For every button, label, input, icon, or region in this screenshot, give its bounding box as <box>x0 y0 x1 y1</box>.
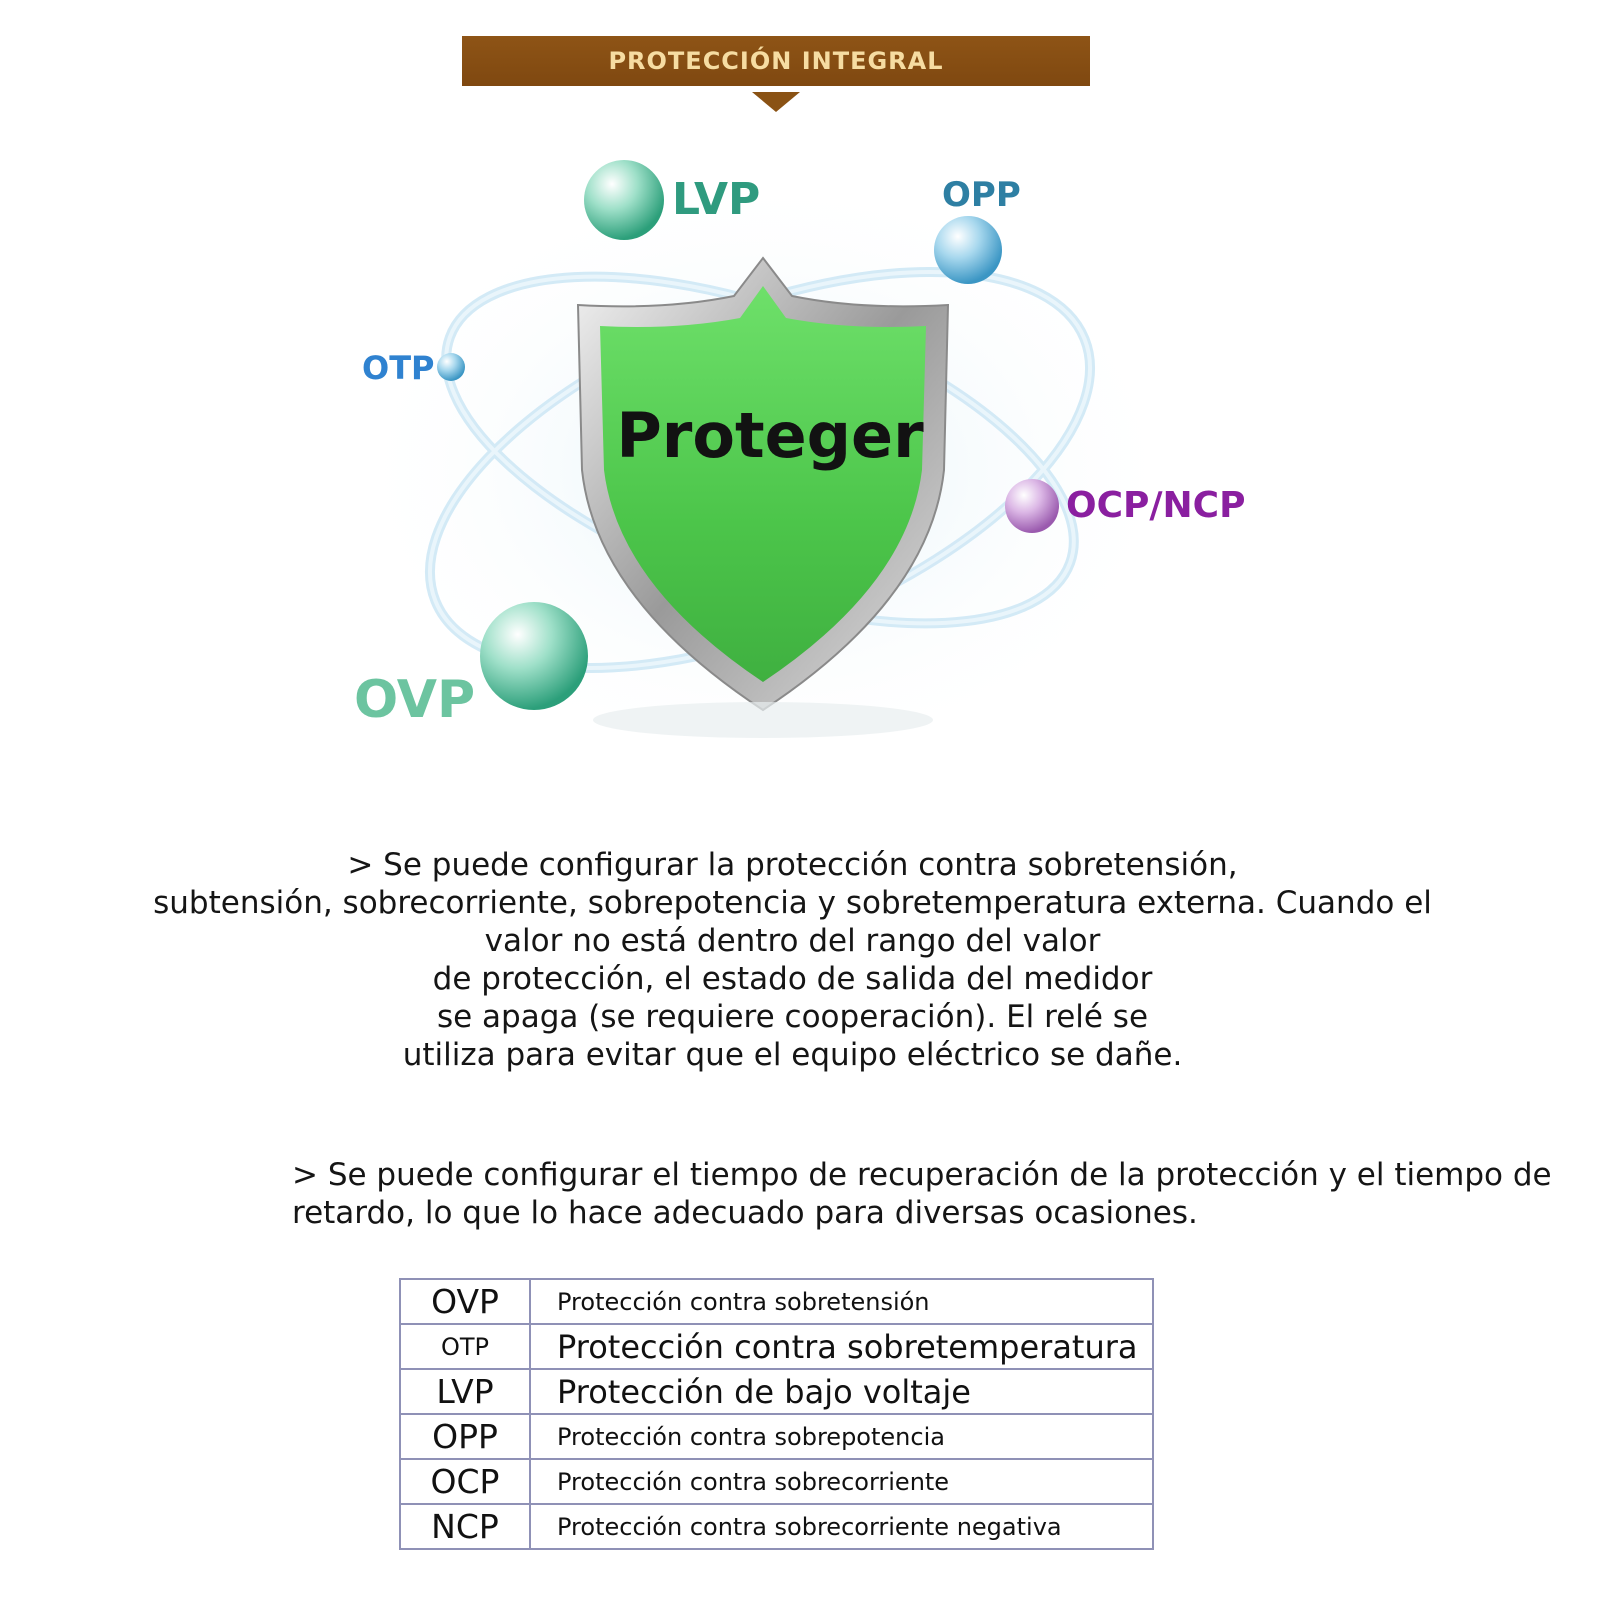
protection-description-cell: Protección contra sobrecorriente <box>530 1459 1153 1504</box>
table-row <box>400 1369 1153 1414</box>
description-line: se apaga (se requiere cooperación). El relé se <box>436 999 1149 1035</box>
protection-code: LVP <box>400 1369 530 1414</box>
opp-label: OPP <box>942 175 1021 215</box>
lvp-orb-icon <box>584 160 664 240</box>
protection-code: OPP <box>400 1414 530 1459</box>
otp-orb-icon <box>437 353 465 381</box>
recovery-description <box>292 1156 1592 1232</box>
protection-code: OVP <box>400 1279 530 1324</box>
lvp-label: LVP <box>672 174 761 225</box>
shield-label: Proteger <box>616 399 924 472</box>
protection-description-cell: Protección contra sobretensión <box>530 1279 1153 1324</box>
protection-description-cell: Protección contra sobrepotencia <box>530 1414 1153 1459</box>
protection-description-cell: Protección de bajo voltaje <box>530 1369 1153 1414</box>
ocp-ncp-label: OCP/NCP <box>1066 485 1246 526</box>
protection-description-cell: Protección contra sobrecorriente negativa <box>530 1504 1153 1549</box>
opp-orb-icon <box>934 216 1002 284</box>
description-line: > Se puede configurar la protección contra sobretensión, <box>347 847 1238 883</box>
protection-table <box>399 1278 1154 1550</box>
protection-description <box>100 846 1485 1074</box>
otp-label: OTP <box>362 349 435 387</box>
ovp-orb-icon <box>480 602 588 710</box>
table-row <box>400 1459 1153 1504</box>
table-row <box>400 1279 1153 1324</box>
table-row <box>400 1504 1153 1549</box>
description-line: > Se puede configurar el tiempo de recuperación de la protección y el tiempo de <box>292 1157 1552 1193</box>
description-line: de protección, el estado de salida del medidor <box>432 961 1153 997</box>
description-line: valor no está dentro del rango del valor <box>484 923 1101 959</box>
ovp-label: OVP <box>354 670 476 730</box>
table-row <box>400 1414 1153 1459</box>
protection-description-cell: Protección contra sobretemperatura <box>530 1324 1153 1369</box>
protection-code: OCP <box>400 1459 530 1504</box>
protection-code: OTP <box>400 1324 530 1369</box>
ocp-orb-icon <box>1005 479 1059 533</box>
banner-title: PROTECCIÓN INTEGRAL <box>608 47 944 75</box>
description-line: utiliza para evitar que el equipo eléctrico se dañe. <box>402 1037 1183 1073</box>
description-line: subtensión, sobrecorriente, sobrepotencia y sobretemperatura externa. Cuando el <box>153 885 1432 921</box>
protection-code: NCP <box>400 1504 530 1549</box>
table-row <box>400 1324 1153 1369</box>
description-line: retardo, lo que lo hace adecuado para diversas ocasiones. <box>292 1195 1198 1231</box>
